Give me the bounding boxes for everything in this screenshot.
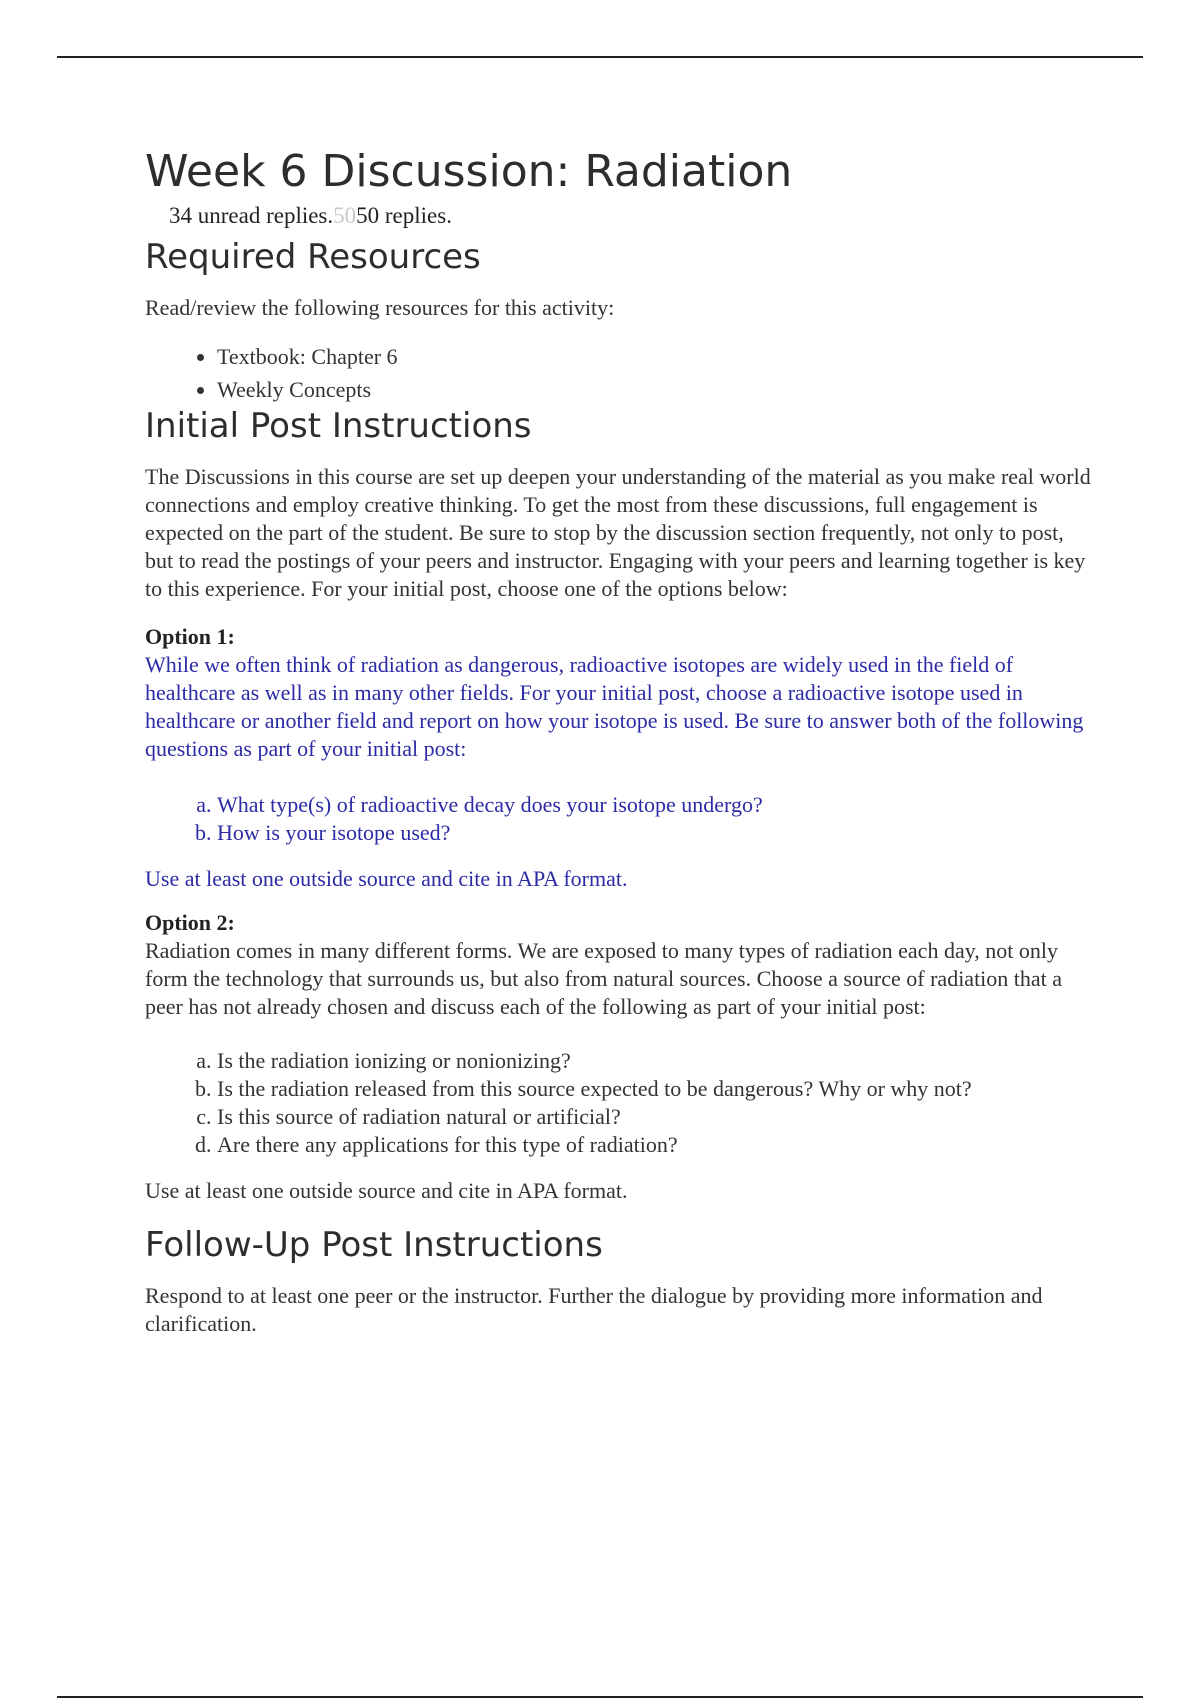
option-2-label: Option 2: xyxy=(145,909,235,935)
option-1-content xyxy=(145,651,1095,893)
resources-list xyxy=(145,340,1095,406)
bottom-rule xyxy=(57,1696,1143,1698)
option-2-text: Radiation comes in many different forms. We are exposed to many types of radiation each day, not only form the technology that surrounds us, but also from natural sources. Choose a source of radiation that a peer has not already chosen and discuss each of the following as part of your initial post: xyxy=(145,937,1063,1019)
option-2-question-a: a. Is the radiation ionizing or nonionizing? xyxy=(217,1047,1095,1075)
unread-replies: 34 unread replies. xyxy=(169,202,334,228)
resource-item-weekly-concepts: • Weekly Concepts xyxy=(217,373,1095,406)
option-2 xyxy=(145,909,1095,1205)
option-2-question-c: c. Is this source of radiation natural or artificial? xyxy=(217,1103,1095,1131)
follow-up-text: Respond to at least one peer or the instructor. Further the dialogue by providing more information and clarification. xyxy=(145,1282,1043,1336)
page-title: Week 6 Discussion: Radiation xyxy=(145,146,793,197)
reply-count[interactable] xyxy=(169,202,1095,230)
top-rule xyxy=(57,56,1143,58)
option-1-questions xyxy=(145,791,1095,847)
required-resources-heading: Required Resources xyxy=(145,237,481,278)
option-1-label: Option 1: xyxy=(145,623,235,649)
resource-item-textbook: • Textbook: Chapter 6 xyxy=(217,340,1095,373)
option-2-question-b: b. Is the radiation released from this source expected to be dangerous? Why or why not? xyxy=(217,1075,1095,1103)
option-1 xyxy=(145,623,1095,893)
option-2-note: Use at least one outside source and cite in APA format. xyxy=(145,1177,628,1203)
initial-post-heading: Initial Post Instructions xyxy=(145,405,532,446)
option-1-note: Use at least one outside source and cite in APA format. xyxy=(145,865,628,891)
follow-up-heading: Follow-Up Post Instructions xyxy=(145,1224,603,1265)
initial-post-intro: The Discussions in this course are set up deepen your understanding of the material as you make real world connections and employ creative thinking. To get the most from these discussions, full engagement is expected on the part of the student. Be sure to stop by the discussion section frequently, not only to post, but to read the postings of your peers and instructor. Engaging with your peers and learning together is key to this experience. For your initial post, choose one of the options below: xyxy=(145,463,1091,601)
total-replies: 50 replies. xyxy=(356,202,452,228)
option-1-text: While we often think of radiation as dangerous, radioactive isotopes are widely used in the field of healthcare as well as in many other fields. For your initial post, choose a radioactive isotope used in healthcare or another field and report on how your isotope is used. Be sure to answer both of the following questions as part of your initial post: xyxy=(145,651,1084,761)
reply-count-faint: 50 xyxy=(333,202,357,228)
option-2-questions xyxy=(145,1047,1095,1159)
document-body xyxy=(145,148,1095,1338)
option-1-question-a: a. What type(s) of radioactive decay does your isotope undergo? xyxy=(217,791,1095,819)
option-2-question-d: d. Are there any applications for this type of radiation? xyxy=(217,1131,1095,1159)
resources-intro: Read/review the following resources for this activity: xyxy=(145,294,615,320)
option-1-question-b: b. How is your isotope used? xyxy=(217,819,1095,847)
